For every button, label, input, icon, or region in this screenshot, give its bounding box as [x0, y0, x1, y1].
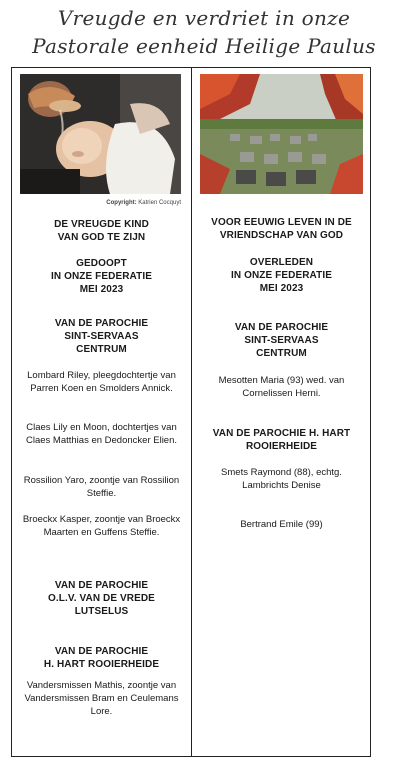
cemetery-photo-illustration	[200, 74, 363, 194]
parish-centrum-heading-text: VAN DE PAROCHIE SINT-SERVAAS CENTRUM	[234, 322, 329, 359]
baptisms-column	[12, 67, 191, 757]
cemetery-photo	[200, 74, 363, 194]
parish-lutselus-heading	[12, 579, 191, 618]
baptism-entry: Claes Lily en Moon, dochtertjes van Claes Matthias en Dedoncker Elien.	[25, 422, 178, 446]
parish-rooierheide-heading-text: VAN DE PAROCHIE H. HART ROOIERHEIDE	[43, 646, 160, 670]
parish-rooierheide-heading	[12, 645, 191, 671]
death-entry: Bertrand Emile (99)	[240, 519, 323, 530]
baptism-entry: Broeckx Kasper, zoontje van Broeckx Maarten en Guffens Steffie.	[22, 514, 181, 538]
parish-centrum-heading-text: VAN DE PAROCHIE SINT-SERVAAS CENTRUM	[54, 318, 149, 355]
deceased-heading-text: OVERLEDEN IN ONZE FEDERATIE MEI 2023	[231, 257, 332, 294]
death-entry: Smets Raymond (88), echtg. Lambrichts Denise	[221, 467, 342, 491]
joy-heading-text: DE VREUGDE KIND VAN GOD TE ZIJN	[54, 219, 149, 243]
baptized-heading-text: GEDOOPT IN ONZE FEDERATIE MEI 2023	[51, 258, 152, 295]
parish-centrum-heading	[12, 317, 191, 356]
parish-lutselus-heading-text: VAN DE PAROCHIE O.L.V. VAN DE VREDE LUTSELUS	[48, 580, 155, 617]
parish-rooierheide-heading-text: VAN DE PAROCHIE H. HART ROOIERHEIDE	[212, 428, 351, 452]
photo-credit-name: Katrien Cocquyt	[138, 200, 181, 206]
photo-credit	[106, 200, 181, 206]
eternal-life-heading-text: VOOR EEUWIG LEVEN IN DE VRIENDSCHAP VAN GOD	[211, 217, 352, 241]
baptism-entry: Vandersmissen Mathis, zoontje van Vandersmissen Bram en Ceulemans Lore.	[24, 680, 179, 717]
deaths-column	[192, 67, 371, 757]
parish-centrum-heading	[192, 321, 371, 360]
parish-rooierheide-heading	[192, 427, 371, 453]
baptized-heading	[12, 257, 191, 296]
baptism-photo-illustration	[20, 74, 181, 194]
photo-credit-label: Copyright:	[106, 200, 137, 206]
page-title-line-1: Vreugde en verdriet in onze	[57, 6, 351, 30]
page-title-line-2: Pastorale eenheid Heilige Paulus	[32, 34, 376, 58]
baptism-photo	[20, 74, 181, 194]
baptism-entry: Rossilion Yaro, zoontje van Rossilion Steffie.	[23, 475, 180, 499]
baptism-entry: Lombard Riley, pleegdochtertje van Parren Koen en Smolders Annick.	[27, 370, 176, 394]
page-title	[0, 4, 408, 60]
death-entry: Mesotten Maria (93) wed. van Cornelissen Herni.	[218, 375, 345, 399]
joy-heading	[12, 218, 191, 244]
deceased-heading	[192, 256, 371, 295]
eternal-life-heading	[192, 216, 371, 242]
